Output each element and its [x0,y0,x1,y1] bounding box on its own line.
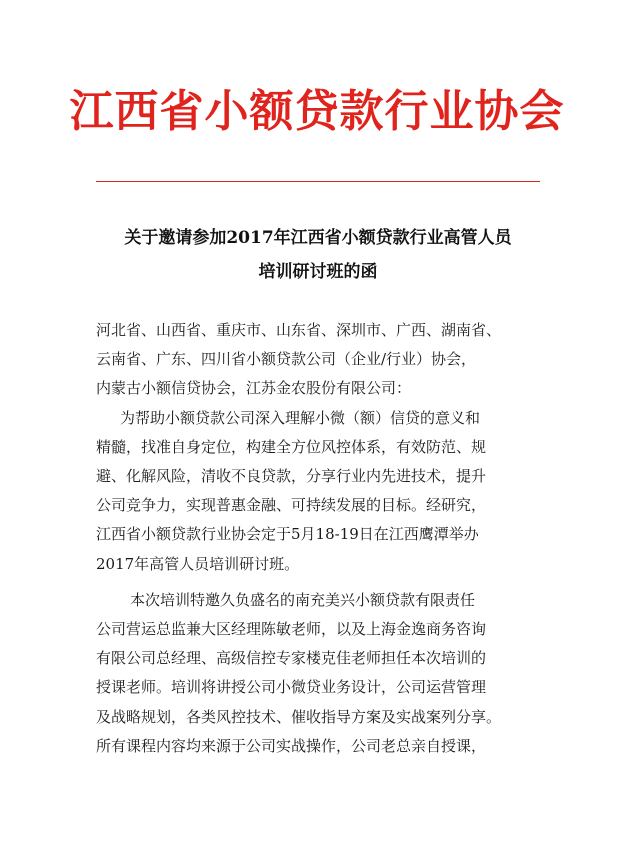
paragraph-line: 有限公司总经理、高级信控专家楼克佳老师担任本次培训的 [96,649,487,668]
title-line-2: 培训研讨班的函 [258,262,378,282]
paragraph-line: 本次培训特邀久负盛名的南充美兴小额贷款有限责任 [130,590,476,609]
title-line-1: 关于邀请参加2017年江西省小额贷款行业高管人员 [124,228,512,248]
paragraph-line: 所有课程内容均来源于公司实战操作，公司老总亲自授课， [96,736,487,755]
paragraph-line: 2017年高管人员培训研讨班。 [96,554,300,573]
salutation-line: 云南省、广东、四川省小额贷款公司（企业/行业）协会， [96,350,477,369]
paragraph-2 [96,586,546,761]
paragraph-line: 为帮助小额贷款公司深入理解小微（额）信贷的意义和 [120,408,481,427]
paragraph-line: 公司竞争力，实现普惠金融、可持续发展的目标。经研究， [96,496,487,515]
paragraph-1 [96,404,546,579]
document-body [96,316,546,761]
salutation-line: 河北省、山西省、重庆市、山东省、深圳市、广西、湖南省、 [96,321,502,339]
paragraph-line: 精髓，找准自身定位，构建全方位风控体系，有效防范、规 [96,437,487,456]
paragraph-line: 授课老师。培训将讲授公司小微贷业务设计，公司运营管理 [96,678,487,697]
paragraph-line: 及战略规划，各类风控技术、催收指导方案及实战案列分享。 [96,707,502,726]
salutation [96,316,546,404]
letterhead-title: 江西省小额贷款行业协会 [69,86,565,137]
paragraph-line: 公司营运总监兼大区经理陈敏老师，以及上海金逸商务咨询 [96,620,487,639]
paragraph-line: 江西省小额贷款行业协会定于5月18-19日在江西鹰潭举办 [96,525,479,544]
salutation-line: 内蒙古小额信贷协会，江苏金农股份有限公司： [96,379,412,398]
letterhead-divider [96,181,540,182]
document-title [96,221,540,289]
paragraph-line: 避、化解风险，清收不良贷款，分享行业内先进技术，提升 [96,467,487,486]
